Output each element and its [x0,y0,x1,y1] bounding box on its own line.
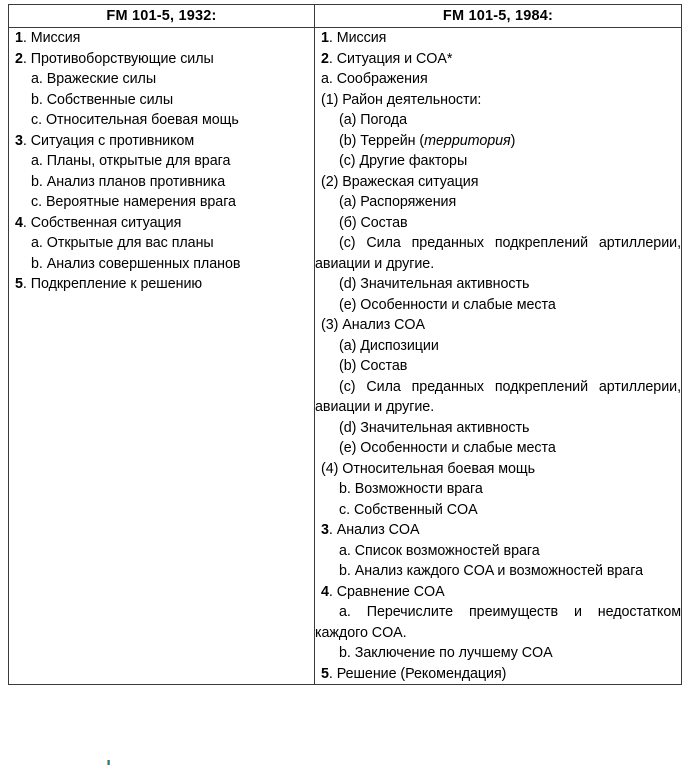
outline-item [315,582,681,603]
outline-item-label: a. Соображения [321,71,428,87]
outline-item-label: (e) Особенности и слабые места [339,440,556,456]
scan-artifact-mark [107,760,110,765]
column-cell-left [9,28,315,685]
outline-item-label: . Сравнение COA [328,583,445,600]
outline-item-label: . Собственная ситуация [22,214,182,231]
outline-item [315,151,681,172]
table-header-row [9,5,682,28]
outline-item [315,500,681,521]
outline-item [315,315,681,336]
outline-item [315,643,681,664]
outline-item [9,110,314,131]
outline-item [315,520,681,541]
outline-item [9,233,314,254]
outline-item-label: (b) Состав [339,358,408,374]
outline-list-1984 [315,28,681,684]
outline-item-number: 4 [321,583,329,600]
outline-item-label: (4) Относительная боевая мощь [321,460,536,477]
outline-item-emphasis: территория [424,132,511,149]
outline-item-label: a. Планы, открытые для врага [31,153,231,169]
column-header-right: FM 101-5, 1984: [315,5,682,28]
outline-item [315,356,681,377]
outline-item [315,602,681,643]
outline-item [9,69,314,90]
outline-item [9,151,314,172]
outline-item [315,295,681,316]
outline-item-label: c. Вероятные намерения врага [31,194,236,210]
outline-item [9,28,314,49]
outline-item-label: (a) Распоряжения [339,194,457,210]
outline-item [315,438,681,459]
outline-item [9,213,314,234]
outline-item-label: . Анализ COA [328,522,420,538]
outline-item [315,561,681,582]
outline-item-number: 4 [15,214,23,231]
outline-item-label: . Ситуация и COA* [328,50,453,67]
outline-item-label: . Подкрепление к решению [22,276,203,292]
outline-item-number: 1 [321,30,329,46]
outline-item-label: . Ситуация с противником [22,132,195,149]
outline-item [9,192,314,213]
outline-item [9,90,314,111]
outline-item-label: a. Перечислите преимуществ и недостатком каждого COA. [315,604,681,641]
outline-item-label: (c) Другие факторы [339,153,468,169]
outline-item-label: (2) Вражеская ситуация [321,173,479,190]
outline-item [9,49,314,70]
outline-item-label: (1) Район деятельности: [321,91,482,108]
outline-item [315,459,681,480]
outline-item [315,479,681,500]
outline-item [315,664,681,685]
outline-item-number: 3 [321,522,329,538]
outline-item-label: (c) Сила преданных подкреплений артиллерии, авиации и другие. [315,378,681,415]
outline-item [9,274,314,295]
outline-item-label: (a) Диспозиции [339,337,439,354]
outline-item-label: b. Анализ каждого COA и возможностей врага [339,563,643,579]
outline-item-label: a. Список возможностей врага [339,542,540,559]
outline-item-label: (b) Террейн ( [339,132,425,149]
outline-item-label: b. Анализ совершенных планов [31,255,241,272]
outline-item-label: b. Заключение по лучшему COA [339,645,553,661]
outline-item [315,418,681,439]
outline-item [315,336,681,357]
column-header-left: FM 101-5, 1932: [9,5,315,28]
outline-item-label: (e) Особенности и слабые места [339,296,556,313]
outline-item-label: a. Открытые для вас планы [31,235,214,251]
outline-item-label: b. Возможности врага [339,481,483,497]
outline-item-label: b. Анализ планов противника [31,173,226,190]
outline-item-number: 1 [15,30,23,46]
outline-item-label: . Противоборствующие силы [22,50,214,67]
outline-item [315,110,681,131]
outline-item [315,131,681,152]
outline-item-label: a. Вражеские силы [31,71,157,87]
outline-item [315,90,681,111]
outline-item [315,213,681,234]
outline-item-label: (3) Анализ COA [321,317,425,333]
outline-item-number: 3 [15,132,23,149]
outline-item-number: 5 [321,665,329,682]
outline-item [315,541,681,562]
outline-item-label: (б) Состав [339,214,408,231]
outline-item [315,49,681,70]
outline-item-number: 2 [15,50,23,67]
outline-item-label: . Миссия [22,30,81,46]
outline-item [315,172,681,193]
outline-item [315,233,681,274]
outline-item-label: (c) Сила преданных подкреплений артиллерии, авиации и другие. [315,235,681,272]
outline-item-label: . Миссия [328,30,387,46]
outline-item-label: . Решение (Рекомендация) [328,665,507,682]
column-cell-right [315,28,682,685]
outline-item-label: (a) Погода [339,112,408,128]
outline-item-label: c. Собственный COA [339,501,478,518]
outline-item-label: (d) Значительная активность [339,276,530,292]
outline-item [9,254,314,275]
outline-item [315,28,681,49]
outline-item-label-suffix: ) [510,132,516,149]
outline-item [315,192,681,213]
outline-item [315,377,681,418]
outline-item-label: c. Относительная боевая мощь [31,112,239,128]
outline-item-number: 2 [321,50,329,67]
comparison-table [8,4,682,685]
outline-item [315,69,681,90]
outline-item [315,274,681,295]
table-body-row [9,28,682,685]
outline-item-number: 5 [15,276,23,292]
outline-item-label: (d) Значительная активность [339,419,530,436]
outline-list-1932 [9,28,314,295]
outline-item-label: b. Собственные силы [31,91,174,108]
outline-item [9,172,314,193]
outline-item [9,131,314,152]
